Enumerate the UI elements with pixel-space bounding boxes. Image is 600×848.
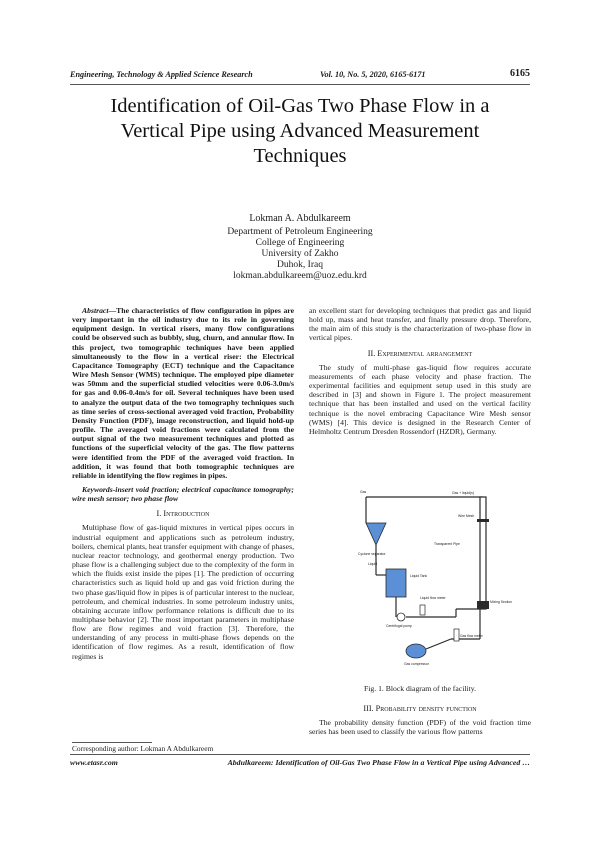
introduction-continued: an excellent start for developing techniques that predict gas and liquid hold up, mass and heat transfer, and finally pressure drop. Therefore, the main aim of this study is the characterization of two-phase flow in vertical pipes. <box>309 306 531 343</box>
section-heading-pdf: III. Probability density function <box>363 704 477 713</box>
footnote-rule <box>72 742 152 743</box>
corresponding-author-note: Corresponding author: Lokman A Abdulkareem <box>72 744 214 753</box>
author-college: College of Engineering <box>255 238 345 248</box>
running-header <box>70 70 530 84</box>
author-city: Duhok, Iraq <box>277 260 323 270</box>
author-department: Department of Petroleum Engineering <box>227 227 373 237</box>
liquid-flow-meter-shape <box>420 605 425 615</box>
label-gas: Gas <box>360 490 367 494</box>
footer-rule <box>70 754 530 755</box>
author-block <box>150 213 450 282</box>
volume-info: Vol. 10, No. 5, 2020, 6165-6171 <box>320 70 426 79</box>
abstract <box>72 306 294 480</box>
experimental-text: The study of multi-phase gas-liquid flow requires accurate measurements of each phase velocity and phase fraction. The experimental facilities and equipment setup used in this study are described in [3] and shown in Figure 1. The project measurement technique that has been installed and used on the vertical facility technique is the novel embracing Capacitance Wire Mesh sensor (WMS) [4]. This device is designed in the Research Center of Helmholtz Centrum Dresden Rossendorf (HZDR), Germany. <box>309 362 531 436</box>
journal-name: Engineering, Technology & Applied Science Research <box>70 70 253 79</box>
pdf-text: The probability density function (PDF) of the void fraction time series has been used to classify the various flow patterns <box>309 718 531 737</box>
cyclone-separator-shape <box>366 523 386 545</box>
label-pump: Centrifugal pump <box>386 624 412 628</box>
title-line-1: Identification of Oil-Gas Two Phase Flow in a <box>110 95 490 117</box>
pump-shape <box>397 613 405 621</box>
left-column <box>72 306 294 661</box>
mixing-section-shape <box>477 601 489 609</box>
label-liquid: Liquid <box>368 562 378 566</box>
label-compressor: Gas compressor <box>404 662 429 666</box>
author-email[interactable]: lokman.abdulkareem@uoz.edu.krd <box>233 271 367 281</box>
author-name: Lokman A. Abdulkareem <box>249 213 351 224</box>
introduction-text: Multiphase flow of gas-liquid mixtures in vertical pipes occurs in industrial equipment and applications such as petroleum industry, boilers, chemical plants, heat transfer equipment with change of phases, nuclear reactor technology, and geothermal energy production. Two phase flow is a challenging subject due to the complexity of the form in which the fluids exist inside the pipes [1]. The prediction of occurring characteristics such as liquid hold up and gas void friction during the two phase gas/liquid flow in pipes is of particular interest to the nuclear, petroleum, and chemical industries. In some petroleum industry units, obtaining accurate inflow performance relations is difficult due to its multiphase behavior [2]. The most important parameters in multiphase flow are flow regimes and void fraction [3]. Therefore, the understanding of any process in multi-phase flows depends on the identification of flow regimes. As a result, identification of flow regimes is <box>72 523 294 661</box>
paper-title <box>60 94 540 169</box>
abstract-text: —The characteristics of flow configuration in pipes are very important in the oil industry due to its role in governing equipment design. In vertical risers, many flow configurations could be observed such as bubbly, slug, churn, and annular flow. In this project, two tomographic techniques have been applied simultaneously to the flow in a vertical riser: the Electrical Capacitance Tomography (ECT) technique and the Capacitance Wire Mesh Sensor (WMS) technique. The employed pipe diameter was 50mm and the superficial studied velocities were 0.06-3.0m/s for gas and 0.06-0.4m/s for oil. Several techniques have been used to analyze the output data of the two tomography techniques such as time series of cross-sectional averaged void fraction, Probability Density Function (PDF), image reconstruction, and liquid hold-up profile. The averaged void fractions were calculated from the output signal of the two measurement techniques and plotted as functions of the superficial velocity of the gas. The flow patterns were identified from the PDF of the averaged void fraction. In addition, it was found that both tomographic techniques are reliable in identifying the flow regimes in pipes. <box>72 306 294 480</box>
label-liquid-tank: Liquid Tank <box>410 574 428 578</box>
gas-flow-meter-shape <box>454 629 459 641</box>
section-heading-introduction: I. Introduction <box>156 509 210 519</box>
journal-website[interactable]: www.etasr.com <box>70 758 118 767</box>
page-number: 6165 <box>510 68 530 79</box>
label-mixing-section: Mixing Section <box>490 600 512 604</box>
figure-caption: Fig. 1. Block diagram of the facility. <box>363 684 476 693</box>
header-rule <box>70 84 530 85</box>
label-transparent-pipe: Transparent Pipe <box>434 542 460 546</box>
label-cyclone: Cyclone separator <box>358 552 386 556</box>
compressor-shape <box>406 644 426 658</box>
abstract-label: Abstract <box>82 306 109 315</box>
title-line-2: Vertical Pipe using Advanced Measurement <box>120 120 480 142</box>
author-university: University of Zakho <box>261 249 339 259</box>
label-liquid-flow-meter: Liquid flow meter <box>420 596 446 600</box>
wire-mesh-shape <box>477 519 489 522</box>
label-gas-flow-meter: Gas flow meter <box>460 634 483 638</box>
footer-citation: Abdulkareem: Identification of Oil-Gas Two Phase Flow in a Vertical Pipe using Advanced … <box>227 758 530 767</box>
facility-diagram <box>356 479 512 674</box>
liquid-tank-shape <box>386 569 406 597</box>
label-wire-mesh: Wire Mesh <box>458 514 475 518</box>
label-gas-outlet: Gas + liquid(s) <box>452 491 474 495</box>
keywords: Keywords-insert void fraction; electrical capacitance tomography; wire mesh sensor; two phase flow <box>72 484 294 504</box>
title-line-3: Techniques <box>253 145 347 167</box>
right-column <box>309 306 531 436</box>
section-heading-experimental: II. Experimental arrangement <box>367 348 473 358</box>
